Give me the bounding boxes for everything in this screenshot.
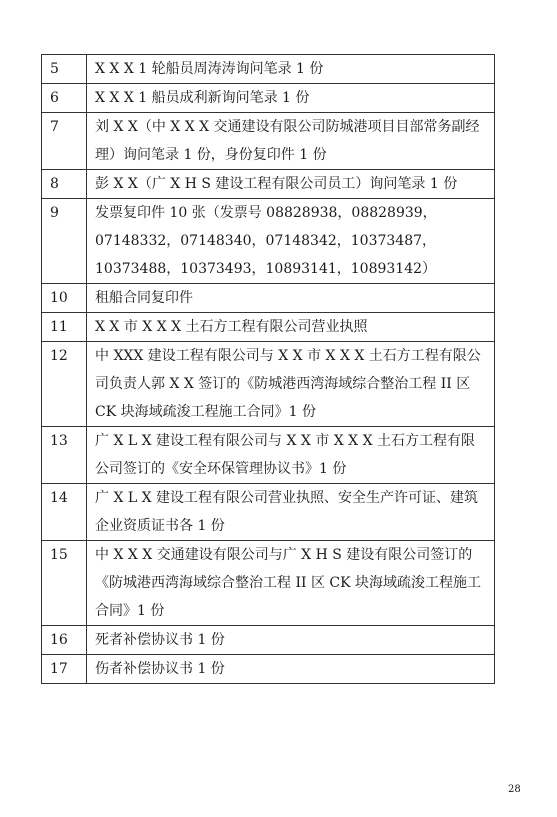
item-text: X X 市 X X X 土石方工程有限公司营业执照 [87, 313, 495, 342]
item-text: 死者补偿协议书 1 份 [87, 626, 495, 655]
table-row [42, 313, 495, 342]
page-number: 28 [508, 784, 521, 795]
item-text: 广 X L X 建设工程有限公司与 X X 市 X X X 土石方工程有限公司签订的《安全环保管理协议书》1 份 [87, 427, 495, 484]
table-row [42, 199, 495, 284]
item-text: 伤者补偿协议书 1 份 [87, 655, 495, 684]
item-text: 彭 X X（广 X H S 建设工程有限公司员工）询问笔录 1 份 [87, 170, 495, 199]
table-row [42, 55, 495, 84]
table-row [42, 484, 495, 541]
item-number: 5 [42, 55, 87, 84]
table-row [42, 284, 495, 313]
item-text: 刘 X X（中 X X X 交通建设有限公司防城港项目目部常务副经理）询问笔录 1 份，身份复印件 1 份 [87, 113, 495, 170]
evidence-list-table [41, 54, 495, 684]
table-row [42, 655, 495, 684]
item-number: 13 [42, 427, 87, 484]
item-text: 中 XXX 建设工程有限公司与 X X 市 X X X 土石方工程有限公司负责人郭 X X 签订的《防城港西湾海域综合整治工程 II 区 CK 块海域疏浚工程施工合同》1 份 [87, 342, 495, 427]
item-number: 15 [42, 541, 87, 626]
table-row [42, 170, 495, 199]
table-row [42, 626, 495, 655]
item-number: 10 [42, 284, 87, 313]
item-number: 9 [42, 199, 87, 284]
item-text: 广 X L X 建设工程有限公司营业执照、安全生产许可证、建筑企业资质证书各 1 份 [87, 484, 495, 541]
item-number: 16 [42, 626, 87, 655]
item-text: 中 X X X 交通建设有限公司与广 X H S 建设有限公司签订的《防城港西湾海域综合整治工程 II 区 CK 块海域疏浚工程施工合同》1 份 [87, 541, 495, 626]
table-row [42, 113, 495, 170]
item-number: 12 [42, 342, 87, 427]
table-row [42, 342, 495, 427]
table-row [42, 84, 495, 113]
item-text: 发票复印件 10 张（发票号 08828938，08828939，07148332，07148340，07148342，10373487，10373488，10373493，10893141，10893142） [87, 199, 495, 284]
item-text: X X X 1 船员成利新询问笔录 1 份 [87, 84, 495, 113]
item-text: X X X 1 轮船员周涛涛询问笔录 1 份 [87, 55, 495, 84]
table-row [42, 427, 495, 484]
table-row [42, 541, 495, 626]
item-number: 6 [42, 84, 87, 113]
item-text: 租船合同复印件 [87, 284, 495, 313]
item-number: 7 [42, 113, 87, 170]
item-number: 8 [42, 170, 87, 199]
item-number: 11 [42, 313, 87, 342]
item-number: 14 [42, 484, 87, 541]
item-number: 17 [42, 655, 87, 684]
